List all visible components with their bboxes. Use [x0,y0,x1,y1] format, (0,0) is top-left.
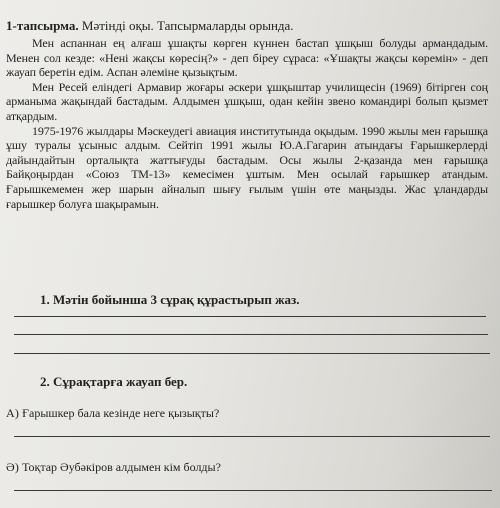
reading-text [6,36,488,211]
task-title [6,18,294,33]
answer-line-b[interactable] [14,490,492,491]
answer-line-3[interactable] [14,353,490,354]
subquestion-a-label: А) [6,406,20,420]
paragraph-1: Мен аспаннан ең алғаш ұшақты көрген күннен бастап ұшқыш болуды армандадым. Менен сол кезде: «Нені жақсы көресің?» - деп біреу сұраса: «Ұшақты жақсы көремін» - деп жауап беретін едім. Аспан әлеміне қызықтым. [6,36,488,80]
subquestion-b-label: Ә) [6,460,20,474]
answer-line-1[interactable] [14,316,486,317]
paragraph-3: 1975-1976 жылдары Мәскеудегі авиация институтында оқыдым. 1990 жылы мен ғарышқа ұшу туралы ұсыныс алдым. Сейтіп 1991 жылы Ю.А.Гагарин атындағы Ғарышкерлерді дайындайтын орталықта жаттығуды бастадым. Осы жылы 2-қазанда мен ғарышқа Байқоңырдан «Союз ТМ-13» кемесімен ұштым. Мен осылай ғарышкер атандым. Ғарышкемемен жер шарын айналып шығу ғылым үшін өте маңызды. Жас ұландарды ғарышкер болуға шақырамын. [6,123,488,211]
question-2-number: 2. [40,374,50,389]
question-1-number: 1. [40,292,50,307]
task-number: 1-тапсырма. [6,18,79,33]
subquestion-a [6,406,219,421]
subquestion-b [6,460,221,475]
question-1 [40,292,300,308]
answer-line-2[interactable] [14,334,488,335]
paragraph-2: Мен Ресей еліндегі Армавир жоғары әскери ұшқыштар училищесін (1969) бітірген соң арманыма жақындай бастадым. Алдымен ұшқыш, одан кейін звено командирі болып қызмет атқардым. [6,79,488,123]
subquestion-b-text: Тоқтар Әубәкіров алдымен кім болды? [22,460,221,474]
subquestion-a-text: Ғарышкер бала кезінде неге қызықты? [22,406,220,420]
question-1-text: Мәтін бойынша 3 сұрақ құрастырып жаз. [53,292,300,307]
question-2-text: Сұрақтарға жауап бер. [53,374,188,389]
task-instruction: Мәтінді оқы. Тапсырмаларды орында. [81,18,294,33]
question-2 [40,374,187,390]
answer-line-a[interactable] [14,436,490,437]
